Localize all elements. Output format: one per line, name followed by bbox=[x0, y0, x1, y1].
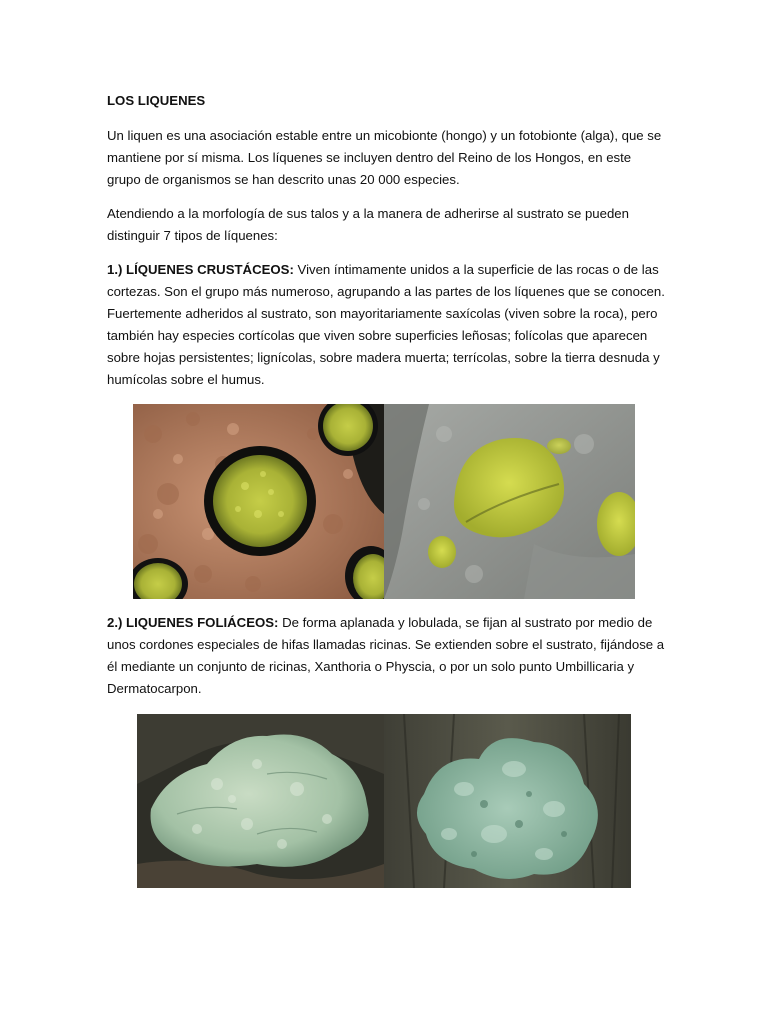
crustaceous-heading: 1.) LÍQUENES CRUSTÁCEOS: bbox=[107, 262, 294, 277]
crustaceous-lichen-photo-left bbox=[133, 404, 384, 599]
morphology-paragraph: Atendiendo a la morfología de sus talos y a la manera de adherirse al sustrato se pueden distinguir 7 tipos de líquenes: bbox=[107, 206, 629, 243]
crustaceous-paragraph bbox=[107, 259, 667, 391]
foliaceous-paragraph bbox=[107, 612, 667, 700]
crustaceous-lichen-photo-right bbox=[384, 404, 635, 599]
intro-paragraph: Un liquen es una asociación estable entre un micobionte (hongo) y un fotobionte (alga), que se mantiene por sí misma. Los líquenes se incluyen dentro del Reino de los Hongos, en este grupo de organismos se han descrito unas 20 000 especies. bbox=[107, 128, 662, 187]
foliaceous-lichen-photo-left bbox=[137, 714, 384, 888]
foliaceous-lichen-photo-right bbox=[384, 714, 631, 888]
crustaceous-text: Viven íntimamente unidos a la superficie de las rocas o de las cortezas. Son el grupo más numeroso, agrupando a las partes de los líquenes que se conocen. Fuertemente adheridos al sustrato, son mayoritariamente saxícolas (viven sobre la roca), pero también hay especies cortícolas que viven sobre superficies leñosas; folícolas que aparecen sobre hojas persistentes; lignícolas, sobre madera muerta; terrícolas, sobre la tierra desnuda y humícolas sobre el humus. bbox=[107, 262, 665, 387]
foliaceous-text: De forma aplanada y lobulada, se fijan al sustrato por medio de unos cordones especiales de hifas llamadas ricinas. Se extienden sobre el sustrato, fijándose a él mediante un conjunto de ricinas, Xanthoria o Physcia, o por un solo punto Umbillicaria y Dermatocarpon. bbox=[107, 615, 665, 696]
crustaceous-photo-row bbox=[133, 404, 635, 599]
foliaceous-heading: 2.) LIQUENES FOLIÁCEOS: bbox=[107, 615, 279, 630]
foliaceous-photo-row bbox=[137, 714, 631, 888]
document-title: LOS LIQUENES bbox=[107, 93, 206, 108]
